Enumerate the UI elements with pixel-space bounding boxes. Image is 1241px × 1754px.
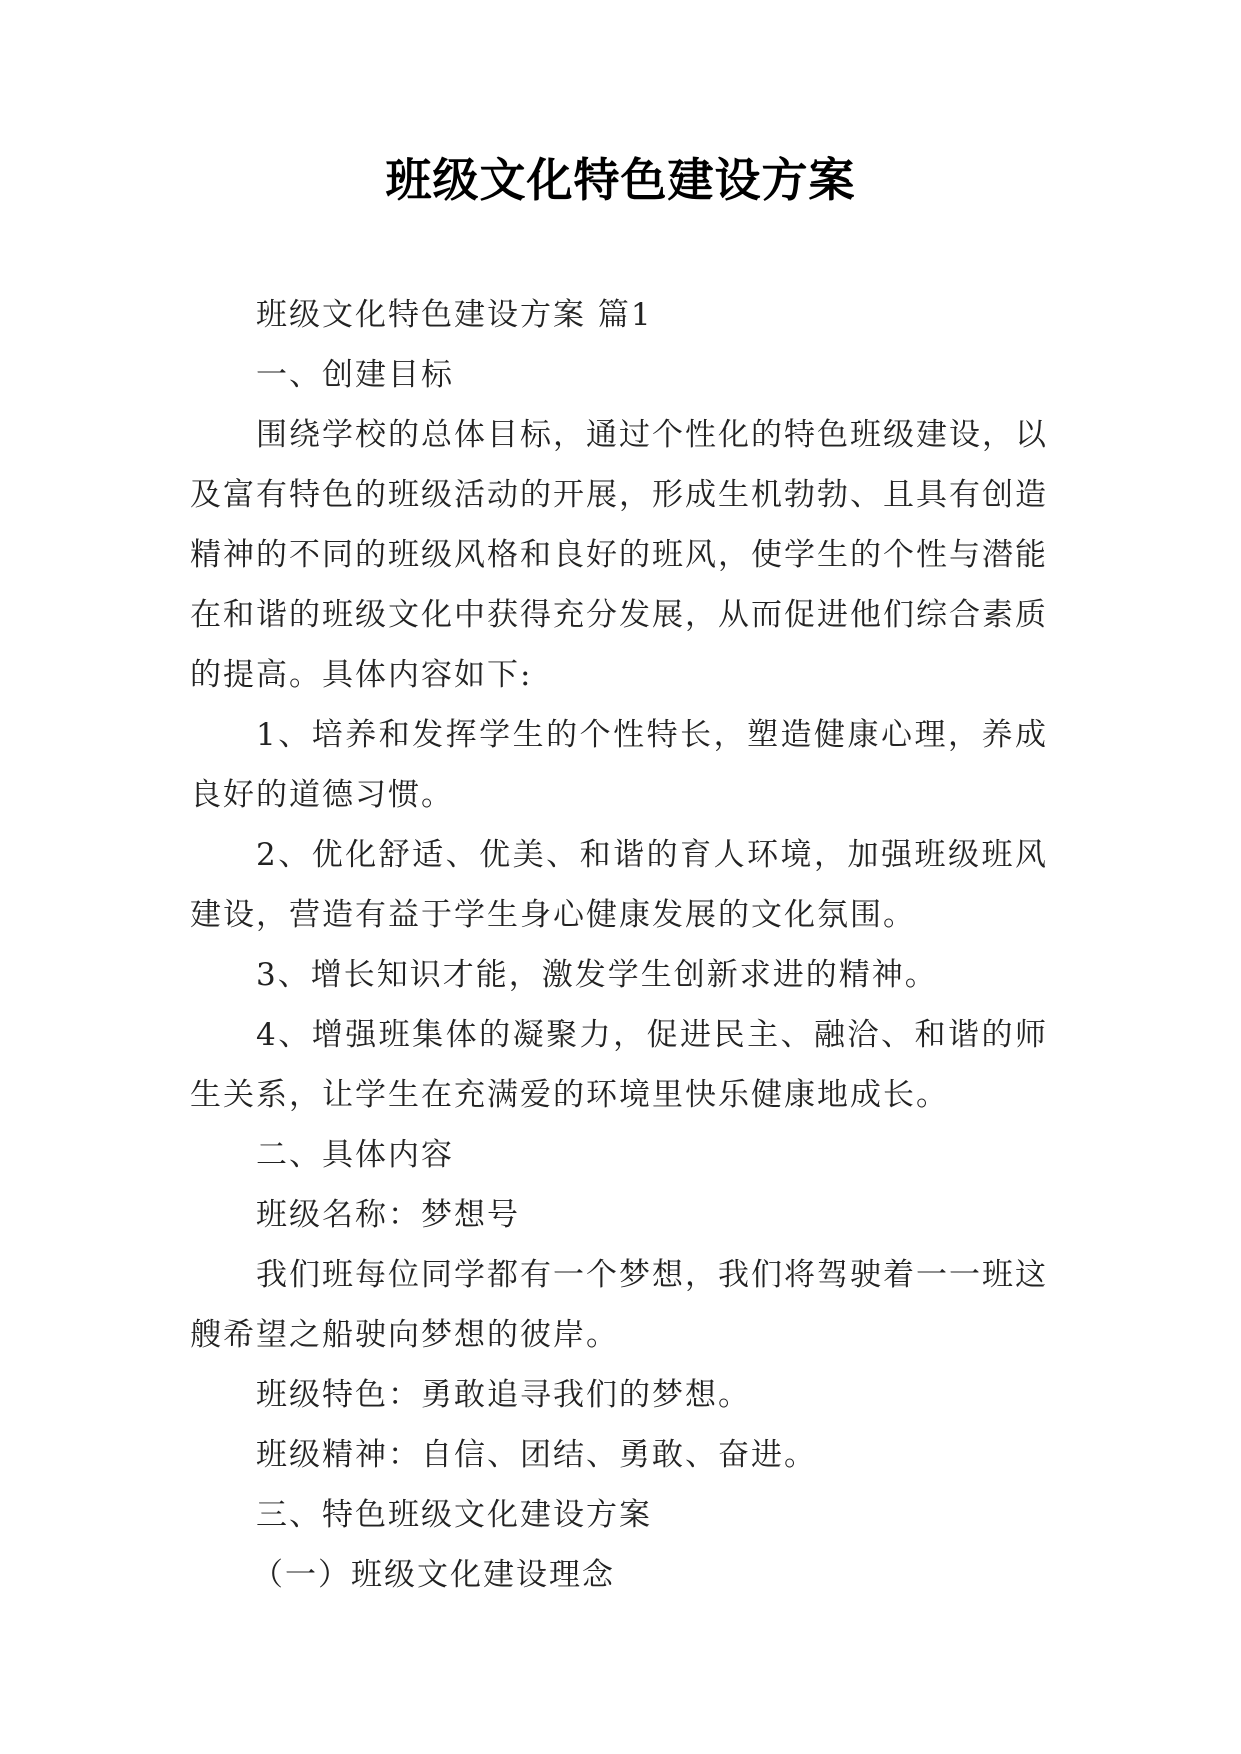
list-item-goal-1: 1、培养和发挥学生的个性特长，塑造健康心理，养成良好的道德习惯。: [190, 717, 1048, 813]
class-name-line: 班级名称：梦想号: [256, 1197, 520, 1233]
heading-plan: 三、特色班级文化建设方案: [256, 1497, 652, 1533]
class-feature-line: 班级特色：勇敢追寻我们的梦想。: [256, 1377, 751, 1413]
paragraph-dream: 我们班每位同学都有一个梦想，我们将驾驶着一一班这艘希望之船驶向梦想的彼岸。: [190, 1257, 1048, 1353]
class-spirit-line: 班级精神：自信、团结、勇敢、奋进。: [256, 1437, 817, 1473]
list-item-goal-3: 3、增长知识才能，激发学生创新求进的精神。: [256, 957, 938, 993]
document-title: 班级文化特色建设方案: [385, 153, 856, 207]
document-body: [190, 285, 1048, 1605]
heading-content: 二、具体内容: [256, 1137, 454, 1173]
paragraph-goals-intro: 围绕学校的总体目标，通过个性化的特色班级建设，以及富有特色的班级活动的开展，形成生机勃勃、且具有创造精神的不同的班级风格和良好的班风，使学生的个性与潜能在和谐的班级文化中获得充分发展，从而促进他们综合素质的提高。具体内容如下:: [190, 417, 1048, 693]
list-item-goal-4: 4、增强班集体的凝聚力，促进民主、融洽、和谐的师生关系，让学生在充满爱的环境里快乐健康地成长。: [190, 1017, 1048, 1113]
heading-goals: 一、创建目标: [256, 357, 454, 393]
section-subtitle: 班级文化特色建设方案 篇1: [256, 297, 653, 333]
subheading-concept: （一）班级文化建设理念: [252, 1557, 615, 1593]
list-item-goal-2: 2、优化舒适、优美、和谐的育人环境，加强班级班风建设，营造有益于学生身心健康发展的文化氛围。: [190, 837, 1048, 933]
